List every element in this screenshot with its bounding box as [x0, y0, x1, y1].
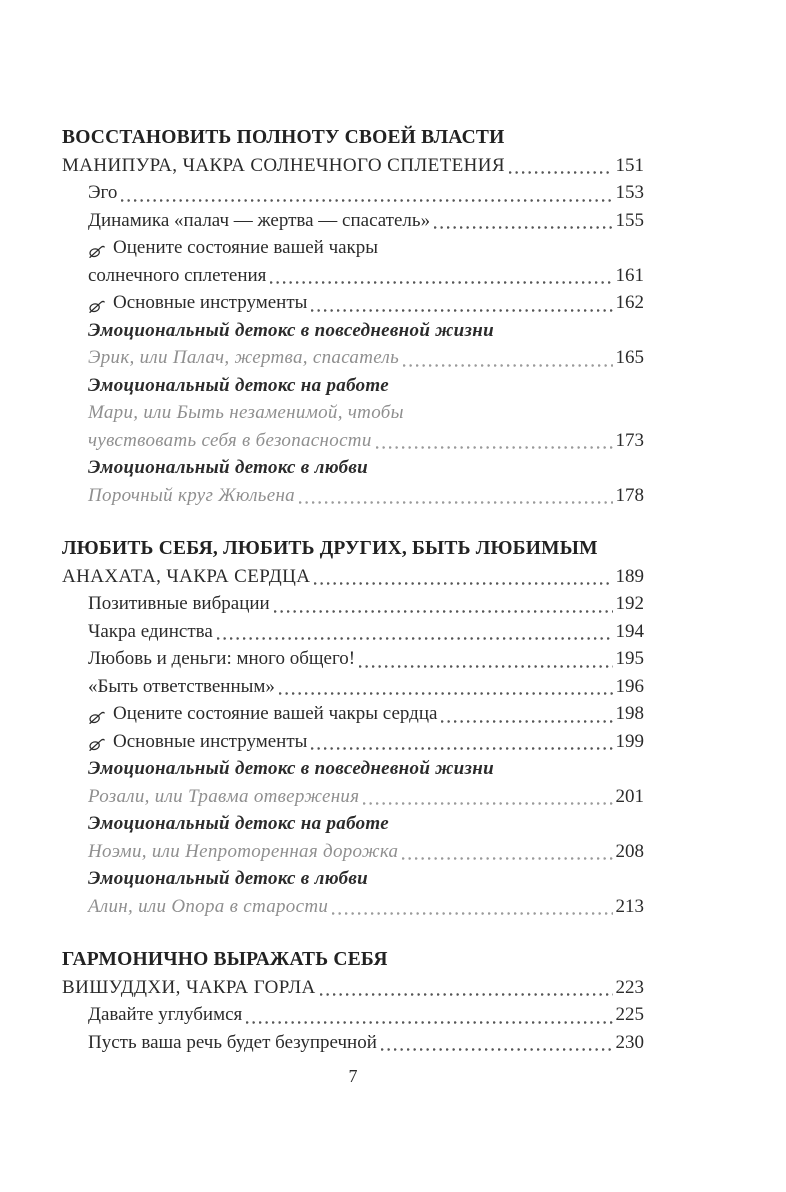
entry-title: МАНИПУРА, ЧАКРА СОЛНЕЧНОГО СПЛЕТЕНИЯ — [62, 154, 505, 176]
pen-icon — [88, 737, 106, 752]
dot-leader — [402, 857, 612, 860]
entry-title: Ноэми, или Непроторенная дорожка — [88, 840, 399, 862]
dot-leader — [320, 993, 613, 996]
entry-title: Алин, или Опора в старости — [88, 895, 329, 917]
toc-entry-line — [62, 344, 644, 372]
pen-icon — [88, 710, 106, 725]
toc-entry-line — [62, 207, 644, 235]
toc-entry-line — [62, 262, 644, 290]
table-of-contents — [62, 124, 644, 1056]
page-number: 7 — [348, 1066, 358, 1086]
entry-title: Чакра единства — [88, 620, 213, 642]
entry-page-number: 194 — [615, 620, 644, 642]
dot-leader — [509, 171, 613, 174]
dot-leader — [381, 1048, 613, 1051]
dot-leader — [299, 501, 613, 504]
dot-leader — [311, 309, 612, 312]
entry-page-number: 151 — [615, 154, 644, 176]
toc-entry-line — [62, 1029, 644, 1057]
entry-title: Эмоциональный детокс в повседневной жизни — [88, 319, 494, 341]
entry-title: Порочный круг Жюльена — [88, 484, 295, 506]
entry-title: Розали, или Травма отвержения — [88, 785, 360, 807]
toc-section — [62, 124, 644, 509]
entry-title: Эрик, или Палач, жертва, спасатель — [88, 347, 400, 368]
toc-entry-line — [62, 700, 644, 728]
toc-entry-line — [62, 427, 644, 455]
toc-entry-line — [62, 810, 644, 838]
dot-leader — [363, 802, 612, 805]
dot-leader — [434, 226, 612, 229]
toc-entry-line — [62, 590, 644, 618]
entry-title: Эмоциональный детокс в любви — [88, 457, 369, 478]
entry-title: Мари, или Быть незаменимой, чтобы — [88, 402, 404, 423]
pen-icon — [88, 299, 106, 314]
toc-entry-line — [62, 454, 644, 482]
entry-page-number: 161 — [615, 264, 644, 286]
entry-title: солнечного сплетения — [88, 264, 267, 286]
entry-page-number: 178 — [615, 484, 644, 506]
toc-entry-line — [62, 234, 644, 262]
dot-leader — [121, 199, 612, 202]
entry-title: Основные инструменты — [113, 730, 308, 752]
entry-title: «Быть ответственным» — [88, 675, 275, 697]
entry-title: Оцените состояние вашей чакры сердца — [113, 703, 438, 724]
entry-title: чувствовать себя в безопасности — [88, 429, 372, 451]
entry-title: Динамика «палач — жертва — спасатель» — [88, 209, 431, 231]
entry-page-number: 155 — [615, 209, 644, 231]
entry-page-number: 213 — [615, 895, 644, 917]
entry-title: АНАХАТА, ЧАКРА СЕРДЦА — [62, 565, 311, 587]
entry-title: Эмоциональный детокс в любви — [88, 868, 369, 889]
entry-page-number: 195 — [615, 648, 644, 669]
entry-page-number: 189 — [615, 565, 644, 587]
entry-page-number: 162 — [615, 292, 644, 313]
entry-title: Оцените состояние вашей чакры — [113, 237, 379, 258]
toc-entry-line — [62, 618, 644, 646]
dot-leader — [441, 720, 612, 723]
entry-title: Эмоциональный детокс на работе — [88, 374, 389, 396]
toc-section — [62, 946, 644, 1056]
entry-page-number: 165 — [615, 347, 644, 368]
dot-leader — [311, 747, 612, 750]
entry-page-number: 198 — [615, 703, 644, 724]
dot-leader — [403, 364, 612, 367]
toc-entry-line — [62, 673, 644, 701]
dot-leader — [279, 692, 613, 695]
entry-page-number: 199 — [615, 730, 644, 752]
toc-entry-line — [62, 317, 644, 345]
toc-entry-line — [62, 399, 644, 427]
toc-entry-line — [62, 289, 644, 317]
pen-icon — [88, 244, 106, 259]
toc-section — [62, 535, 644, 920]
entry-page-number: 201 — [615, 785, 644, 807]
dot-leader — [359, 665, 612, 668]
entry-title: Основные инструменты — [113, 292, 308, 313]
dot-leader — [274, 610, 613, 613]
toc-entry-line — [62, 645, 644, 673]
entry-page-number: 192 — [615, 593, 644, 614]
toc-chapter-line — [62, 563, 644, 591]
section-heading: ВОССТАНОВИТЬ ПОЛНОТУ СВОЕЙ ВЛАСТИ — [62, 127, 505, 148]
toc-entry-line — [62, 482, 644, 510]
dot-leader — [217, 637, 613, 640]
toc-entry-line — [62, 783, 644, 811]
dot-leader — [314, 582, 612, 585]
section-heading: ГАРМОНИЧНО ВЫРАЖАТЬ СЕБЯ — [62, 949, 388, 970]
dot-leader — [376, 446, 613, 449]
entry-title: ВИШУДДХИ, ЧАКРА ГОРЛА — [62, 976, 316, 998]
entry-title: Эго — [88, 182, 118, 203]
entry-page-number: 196 — [615, 675, 644, 697]
dot-leader — [332, 912, 612, 915]
toc-entry-line — [62, 893, 644, 921]
entry-page-number: 223 — [615, 976, 644, 998]
toc-entry-line — [62, 865, 644, 893]
entry-title: Эмоциональный детокс в повседневной жизни — [88, 758, 494, 779]
entry-title: Любовь и деньги: много общего! — [88, 648, 356, 669]
entry-page-number: 173 — [615, 429, 644, 451]
entry-page-number: 153 — [615, 182, 644, 203]
dot-leader — [270, 281, 612, 284]
toc-chapter-line — [62, 152, 644, 180]
entry-title: Давайте углубимся — [88, 1004, 243, 1025]
entry-page-number: 208 — [615, 840, 644, 862]
entry-title: Эмоциональный детокс на работе — [88, 813, 389, 834]
toc-entry-line — [62, 728, 644, 756]
dot-leader — [246, 1021, 612, 1024]
toc-chapter-line — [62, 974, 644, 1002]
entry-page-number: 230 — [615, 1031, 644, 1053]
toc-entry-line — [62, 372, 644, 400]
entry-title: Позитивные вибрации — [88, 593, 270, 614]
toc-entry-line — [62, 1001, 644, 1029]
entry-title: Пусть ваша речь будет безупречной — [88, 1031, 377, 1053]
toc-entry-line — [62, 179, 644, 207]
toc-entry-line — [62, 755, 644, 783]
toc-entry-line — [62, 838, 644, 866]
section-heading: ЛЮБИТЬ СЕБЯ, ЛЮБИТЬ ДРУГИХ, БЫТЬ ЛЮБИМЫМ — [62, 538, 598, 559]
entry-page-number: 225 — [615, 1004, 644, 1025]
